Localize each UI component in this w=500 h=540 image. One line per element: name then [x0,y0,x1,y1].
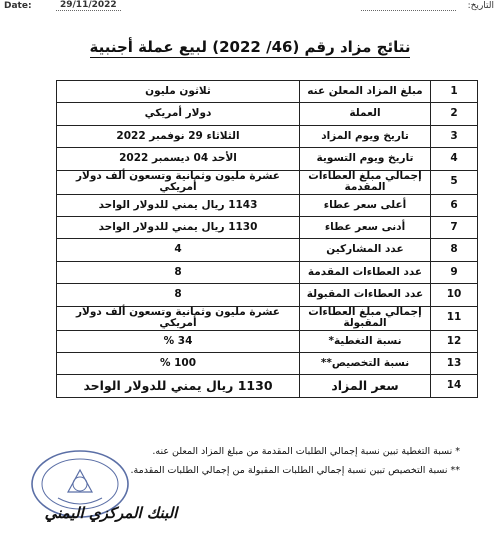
row-value: 34 % [57,330,300,352]
row-number: 14 [431,375,478,397]
date-label-arabic: التاريخ: [467,1,494,11]
row-number: 3 [431,125,478,147]
row-number: 10 [431,284,478,306]
row-field: نسبة التغطية* [300,330,431,352]
row-field: سعر المزاد [300,375,431,397]
date-line [361,10,456,11]
row-field: مبلغ المزاد المعلن عنه [300,81,431,103]
table-row [57,170,478,194]
row-number: 6 [431,194,478,216]
footnote-allocation: ** نسبة التخصيص تبين نسبة إجمالي الطلبات المقبولة من إجمالي الطلبات المقدمة. [130,465,460,476]
table-row [57,103,478,125]
row-value: 4 [57,239,300,261]
row-number: 8 [431,239,478,261]
row-field: نسبة التخصيص** [300,353,431,375]
bank-signature: البنك المركزي اليمني [44,504,178,522]
row-value: عشرة مليون وثمانية وتسعون ألف دولار أمريكي [57,306,300,330]
row-field: عدد العطاءات المقبولة [300,284,431,306]
row-value: 1130 ريال يمني للدولار الواحد [57,375,300,397]
row-value: 1130 ريال يمني للدولار الواحد [57,217,300,239]
row-field: أدنى سعر عطاء [300,217,431,239]
row-number: 13 [431,353,478,375]
row-value: ثلاثون مليون [57,81,300,103]
date-label: Date: [4,1,32,11]
row-value: عشرة مليون وثمانية وتسعون ألف دولار أمريكي [57,170,300,194]
row-field: تاريخ ويوم المزاد [300,125,431,147]
row-number: 12 [431,330,478,352]
table-row [57,375,478,397]
auction-results-table [56,80,478,398]
row-field: تاريخ ويوم التسوية [300,148,431,170]
row-field: عدد العطاءات المقدمة [300,261,431,283]
table-row [57,353,478,375]
row-value: دولار أمريكي [57,103,300,125]
row-number: 2 [431,103,478,125]
table-row [57,306,478,330]
row-value: 8 [57,284,300,306]
footnote-coverage: * نسبة التغطية تبين نسبة إجمالي الطلبات المقدمة من مبلغ المزاد المعلن عنه. [152,446,460,457]
table-row [57,81,478,103]
row-number: 7 [431,217,478,239]
date-value: 29/11/2022 [56,0,121,11]
row-field: إجمالي مبلغ العطاءات المقدمة [300,170,431,194]
row-number: 1 [431,81,478,103]
document-title [0,38,500,56]
table-row [57,148,478,170]
row-value: الثلاثاء 29 نوفمبر 2022 [57,125,300,147]
row-field: عدد المشاركين [300,239,431,261]
row-number: 11 [431,306,478,330]
row-value: 1143 ريال يمني للدولار الواحد [57,194,300,216]
row-value: 8 [57,261,300,283]
table-row [57,217,478,239]
table-row [57,261,478,283]
table-row [57,125,478,147]
row-field: أعلى سعر عطاء [300,194,431,216]
title-text: نتائج مزاد رقم (46/ 2022) لبيع عملة أجنبية [89,38,411,56]
table-row [57,239,478,261]
row-value: الأحد 04 ديسمبر 2022 [57,148,300,170]
table-row [57,194,478,216]
row-number: 9 [431,261,478,283]
table-row [57,330,478,352]
row-field: إجمالي مبلغ العطاءات المقبولة [300,306,431,330]
row-value: 100 % [57,353,300,375]
row-number: 4 [431,148,478,170]
row-number: 5 [431,170,478,194]
table-row [57,284,478,306]
row-field: العملة [300,103,431,125]
document-header [0,0,500,16]
